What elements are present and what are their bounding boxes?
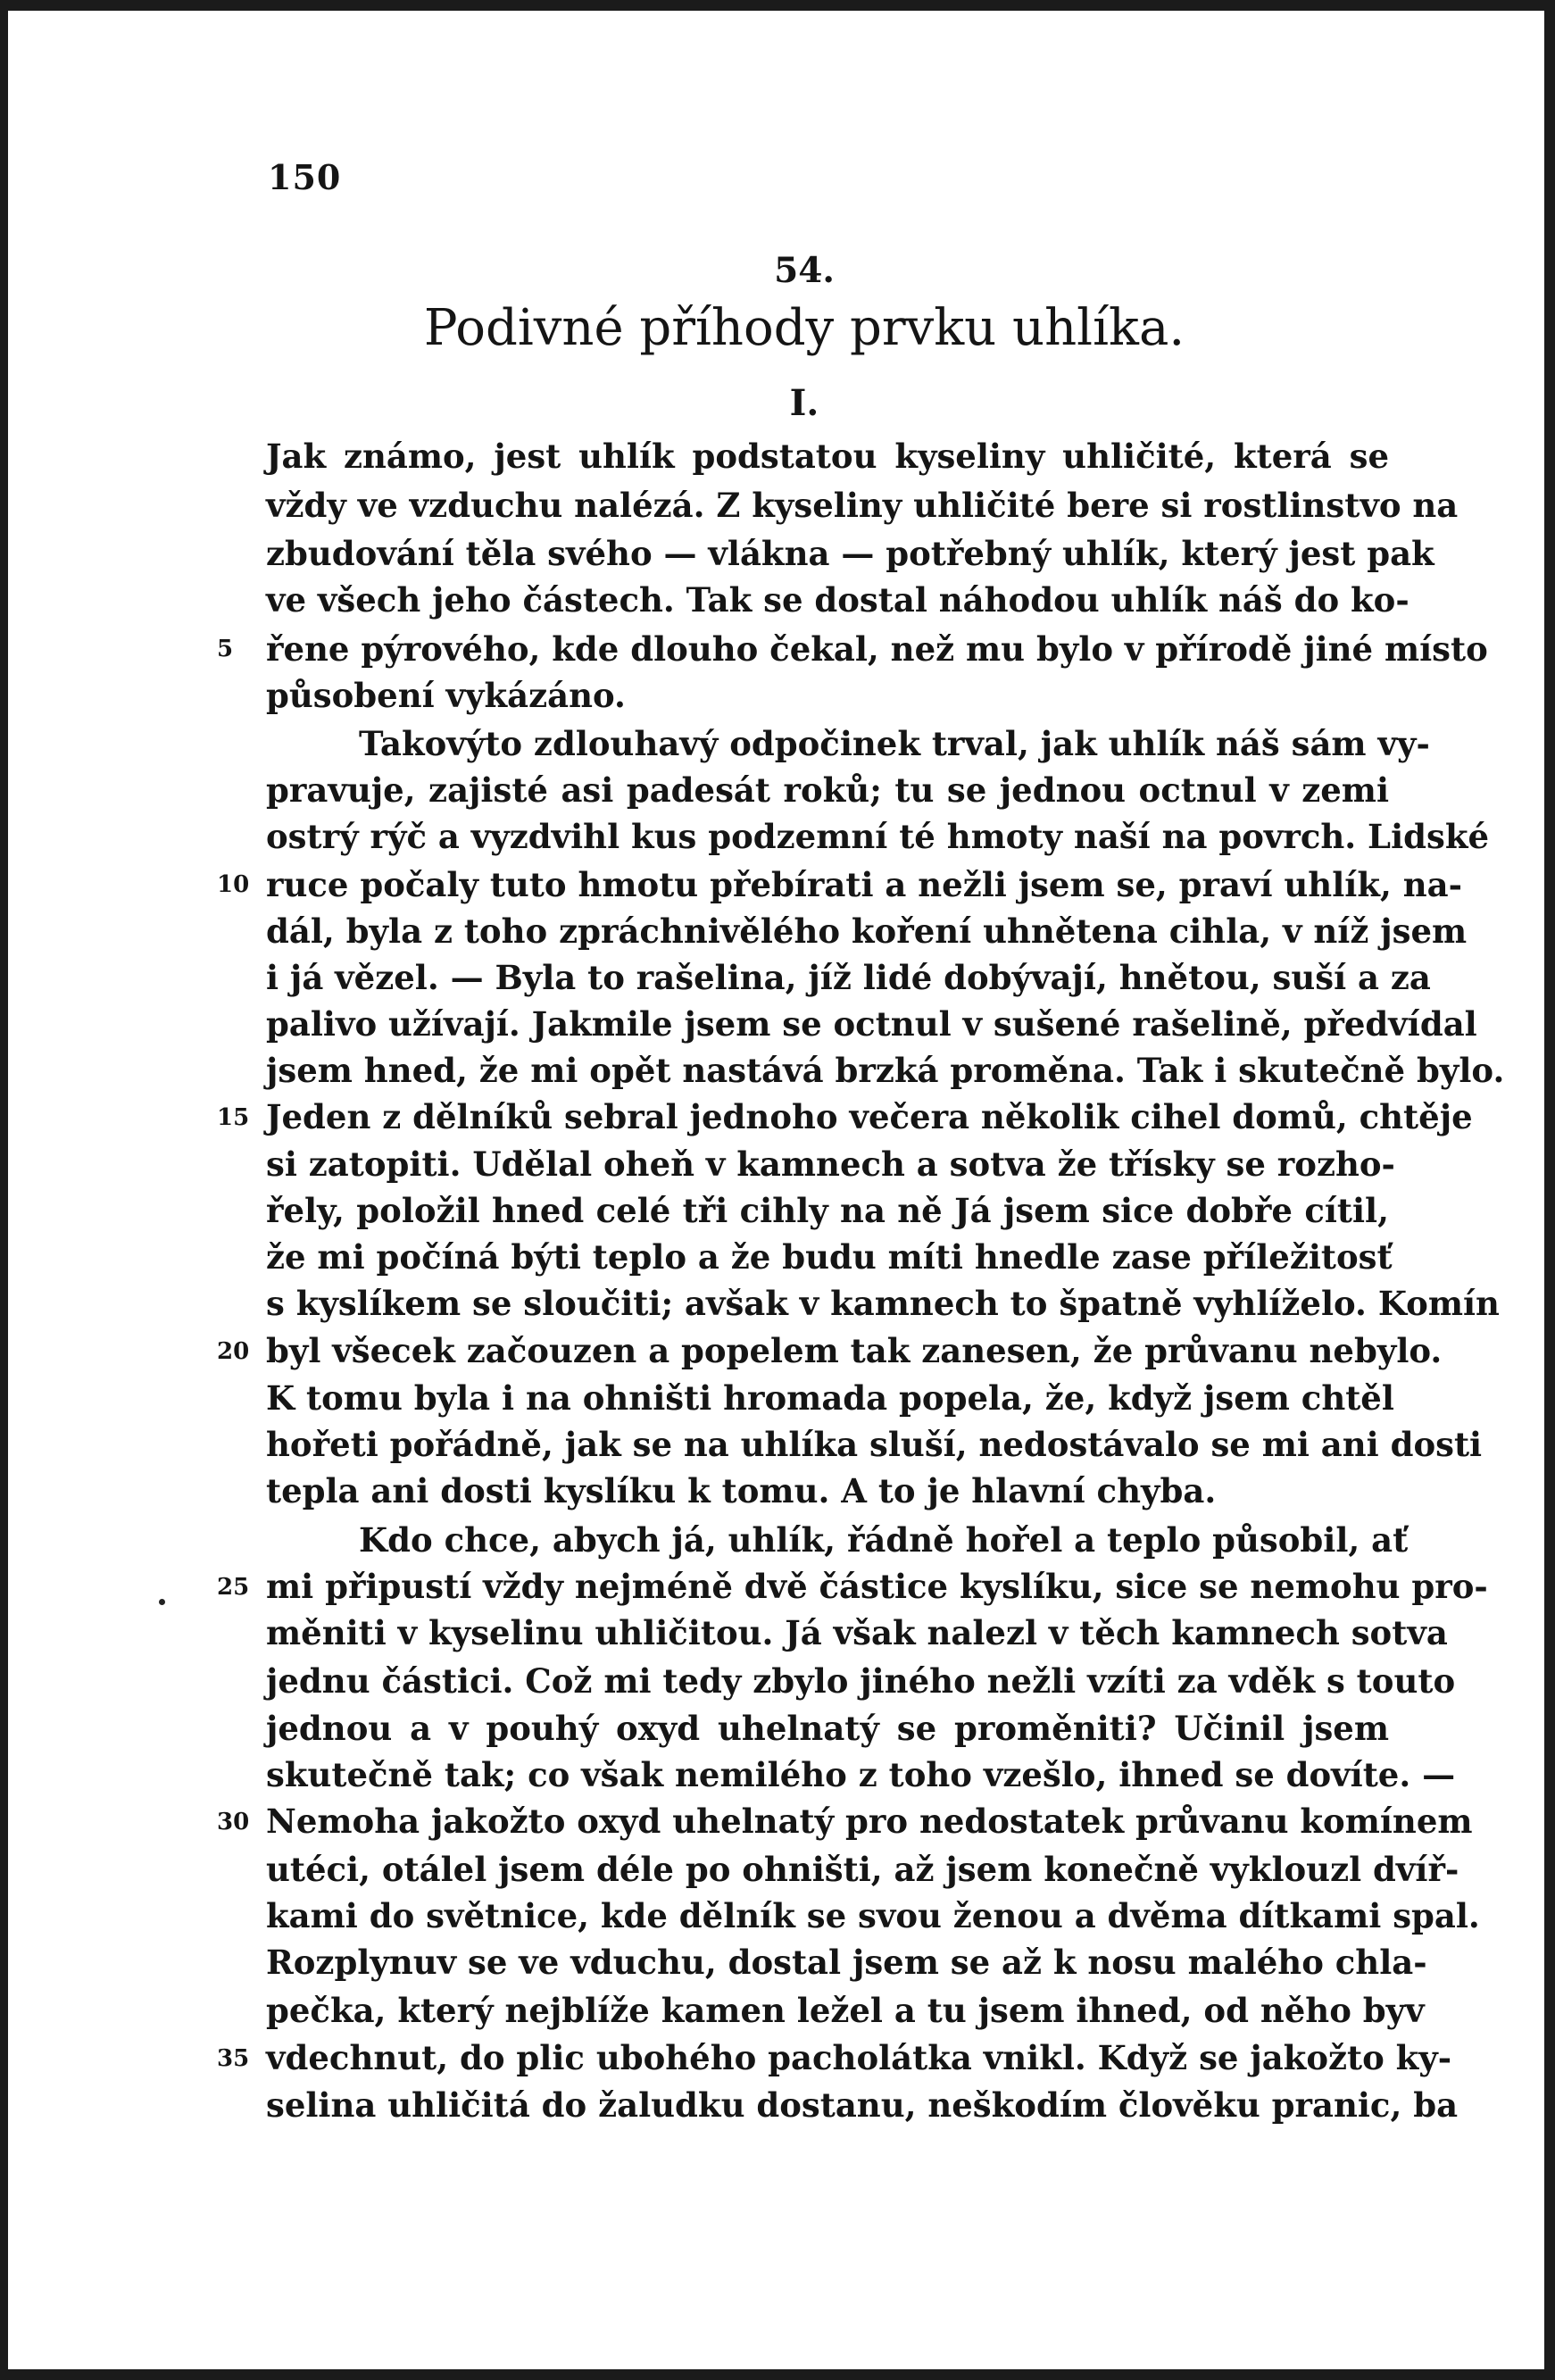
line-number-35: 35 [217, 2045, 250, 2072]
text-line-10: ruce počaly tuto hmotu přebírati a nežli jsem se, praví uhlík, na- [266, 865, 1462, 904]
text-line-36: selina uhličitá do žaludku dostanu, neškodím člověku pranic, ba [266, 2085, 1459, 2125]
text-line-30: Nemoha jakožto oxyd uhelnatý pro nedostatek průvanu komínem [266, 1802, 1473, 1841]
text-line-16: si zatopiti. Udělal oheň v kamnech a sotva že třísky se rozho- [266, 1144, 1395, 1184]
text-line-35: vdechnut, do plic ubohého pacholátka vnikl. Když se jakožto ky- [266, 2038, 1452, 2077]
line-number-30: 30 [217, 1809, 250, 1835]
text-line-19: s kyslíkem se sloučiti; avšak v kamnech to špatně vyhlíželo. Komín [266, 1284, 1500, 1323]
text-line-2: vždy ve vzduchu nalézá. Z kyseliny uhličité bere si rostlinstvo na [266, 486, 1459, 525]
text-line-1: Jak známo, jest uhlík podstatou kyseliny uhličité, která se [266, 437, 1389, 476]
text-line-5: řene pýrového, kde dlouho čekal, než mu bylo v přírodě jiné místo [266, 629, 1488, 669]
margin-ink-dot [159, 1599, 165, 1605]
text-line-20: byl všecek začouzen a popelem tak zanesen, že průvanu nebylo. [266, 1331, 1443, 1370]
text-line-17: řely, položil hned celé tři cihly na ně Já jsem sice dobře cítil, [266, 1191, 1389, 1230]
text-line-13: palivo užívají. Jakmile jsem se octnul v sušené rašelině, předvídal [266, 1004, 1477, 1044]
chapter-number: 54. [774, 250, 835, 291]
text-line-27: jednu částici. Což mi tedy zbylo jiného nežli vzíti za vděk s touto [266, 1661, 1456, 1701]
text-line-18: že mi počíná býti teplo a že budu míti hnedle zase příležitosť [266, 1237, 1393, 1277]
line-number-15: 15 [217, 1104, 250, 1131]
line-number-10: 10 [217, 871, 250, 898]
page-number: 150 [268, 157, 342, 197]
text-line-21: K tomu byla i na ohništi hromada popela, že, když jsem chtěl [266, 1378, 1394, 1418]
text-line-24: Kdo chce, abych já, uhlík, řádně hořel a teplo působil, ať [359, 1520, 1409, 1560]
text-line-23: tepla ani dosti kyslíku k tomu. A to je hlavní chyba. [266, 1471, 1217, 1510]
text-line-26: měniti v kyselinu uhličitou. Já však nalezl v těch kamnech sotva [266, 1613, 1448, 1652]
line-number-5: 5 [217, 636, 234, 662]
text-line-3: zbudování těla svého — vlákna — potřebný uhlík, který jest pak [266, 534, 1434, 573]
line-number-25: 25 [217, 1574, 250, 1601]
text-line-34: pečka, který nejblíže kamen ležel a tu jsem ihned, od něho byv [266, 1991, 1425, 2030]
text-line-31: utéci, otálel jsem déle po ohništi, až jsem konečně vyklouzl dvíř- [266, 1850, 1459, 1889]
text-line-12: i já vězel. — Byla to rašelina, jíž lidé dobývají, hnětou, suší a za [266, 958, 1431, 997]
text-line-29: skutečně tak; co však nemilého z toho vzešlo, ihned se dovíte. — [266, 1755, 1456, 1794]
chapter-title: Podivné příhody prvku uhlíka. [423, 299, 1185, 357]
text-line-14: jsem hned, že mi opět nastává brzká proměna. Tak i skutečně bylo. [266, 1051, 1505, 1090]
text-line-11: dál, byla z toho zpráchnivělého koření uhnětena cihla, v níž jsem [266, 911, 1468, 951]
text-line-7: Takovýto zdlouhavý odpočinek trval, jak uhlík náš sám vy- [359, 724, 1430, 763]
line-number-20: 20 [217, 1338, 250, 1365]
text-line-22: hořeti pořádně, jak se na uhlíka sluší, nedostávalo se mi ani dosti [266, 1425, 1483, 1464]
text-line-8: pravuje, zajisté asi padesát roků; tu se jednou octnul v zemi [266, 770, 1389, 810]
text-line-15: Jeden z dělníků sebral jednoho večera několik cihel domů, chtěje [266, 1097, 1473, 1136]
text-line-9: ostrý rýč a vyzdvihl kus podzemní té hmoty naší na povrch. Lidské [266, 817, 1490, 856]
text-line-28: jednou a v pouhý oxyd uhelnatý se proměniti? Učinil jsem [266, 1709, 1389, 1748]
text-line-4: ve všech jeho částech. Tak se dostal náhodou uhlík náš do ko- [266, 580, 1409, 620]
text-line-25: mi připustí vždy nejméně dvě částice kyslíku, sice se nemohu pro- [266, 1567, 1488, 1606]
section-number: I. [789, 382, 819, 424]
text-line-6: působení vykázáno. [266, 676, 626, 715]
text-line-33: Rozplynuv se ve vduchu, dostal jsem se až k nosu malého chla- [266, 1943, 1427, 1982]
text-line-32: kami do světnice, kde dělník se svou ženou a dvěma dítkami spal. [266, 1896, 1480, 1935]
